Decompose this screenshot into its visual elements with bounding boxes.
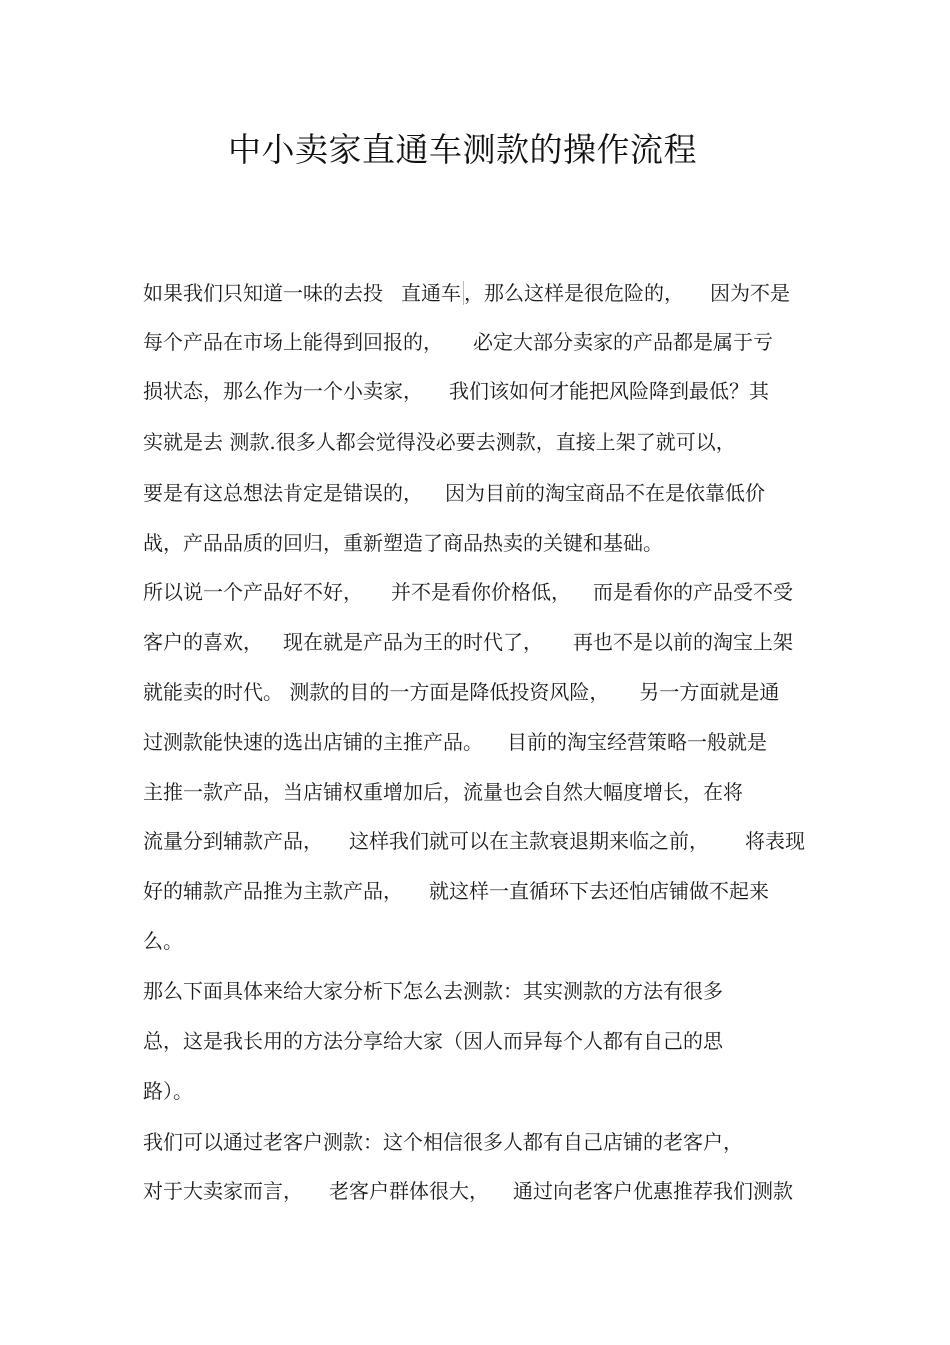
text-segment: 现在就是产品为王的时代了， xyxy=(283,630,543,654)
text-segment: 另一方面就是通 xyxy=(639,680,780,704)
paragraph-line xyxy=(143,1079,193,1103)
paragraph-line xyxy=(143,730,767,754)
text-segment: 目前的淘宝经营策略一般就是 xyxy=(507,730,767,754)
paragraph-line xyxy=(143,979,723,1003)
text-segment: 必定大部分卖家的产品都是属于亏 xyxy=(473,330,773,354)
text-segment: 要是有这总想法肯定是错误的， xyxy=(143,481,423,505)
text-segment: 总，这是我长用的方法分享给大家（因人而异每个人都有自己的思 xyxy=(143,1029,723,1053)
paragraph-line xyxy=(143,680,779,704)
text-segment: 通过向老客户优惠推荐我们测款 xyxy=(513,1179,793,1203)
text-segment: 并不是看你价格低， xyxy=(391,580,571,604)
paragraph-line xyxy=(143,330,773,354)
text-segment: 这样我们就可以在主款衰退期来临之前， xyxy=(349,829,709,853)
text-segment: 就能卖的时代。 测款的目的一方面是降低投资风险， xyxy=(143,680,610,704)
paragraph-line xyxy=(143,780,743,804)
paragraph-line xyxy=(143,481,765,505)
document-title: 中小卖家直通车测款的操作流程 xyxy=(228,130,697,169)
paragraph-line xyxy=(143,1029,723,1053)
paragraph-line xyxy=(143,1130,743,1154)
text-segment: 流量分到辅款产品， xyxy=(143,829,323,853)
text-segment: 所以说一个产品好不好， xyxy=(143,580,363,604)
paragraph-line xyxy=(143,929,183,953)
text-segment: 实就是去 测款.很多人都会觉得没必要去测款，直接上架了就可以， xyxy=(143,430,736,454)
text-segment: 损状态，那么作为一个小卖家， xyxy=(143,379,423,403)
paragraph-line xyxy=(143,829,805,853)
paragraph-line xyxy=(143,580,793,604)
text-segment: 因为不是 xyxy=(710,281,790,305)
text-segment-keyword: 直通车 xyxy=(401,281,464,305)
paragraph-line xyxy=(143,430,736,454)
text-segment: 将表现 xyxy=(745,829,805,853)
paragraph-line xyxy=(143,379,769,403)
text-segment: 每个产品在市场上能得到回报的， xyxy=(143,330,443,354)
text-segment: 战，产品品质的回归，重新塑造了商品热卖的关键和基础。 xyxy=(143,531,663,555)
paragraph-line xyxy=(143,879,769,903)
text-segment: 好的辅款产品推为主款产品， xyxy=(143,879,403,903)
text-segment: ，那么这样是很危险的， xyxy=(464,281,684,305)
text-segment: 如果我们只知道一味的去投 xyxy=(143,281,383,305)
paragraph-line xyxy=(143,531,663,555)
text-segment: 再也不是以前的淘宝上架 xyxy=(573,630,793,654)
text-segment: 就这样一直循环下去还怕店铺做不起来 xyxy=(429,879,769,903)
text-segment: 对于大卖家而言， xyxy=(143,1179,303,1203)
text-segment: 老客户群体很大， xyxy=(329,1179,489,1203)
text-segment: 我们该如何才能把风险降到最低？其 xyxy=(449,379,769,403)
text-segment: 因为目前的淘宝商品不在是依靠低价 xyxy=(445,481,765,505)
text-segment: 过测款能快速的选出店铺的主推产品。 xyxy=(143,730,483,754)
text-segment: 么。 xyxy=(143,929,183,953)
text-segment: 那么下面具体来给大家分析下怎么去测款：其实测款的方法有很多 xyxy=(143,979,723,1003)
text-segment: 我们可以通过老客户测款：这个相信很多人都有自己店铺的老客户， xyxy=(143,1130,743,1154)
text-segment: 客户的喜欢， xyxy=(143,630,263,654)
text-segment: 主推一款产品，当店铺权重增加后，流量也会自然大幅度增长，在将 xyxy=(143,780,743,804)
paragraph-line xyxy=(143,630,793,654)
text-segment: 路）。 xyxy=(143,1079,193,1103)
text-segment: 而是看你的产品受不受 xyxy=(593,580,793,604)
paragraph-line xyxy=(143,1179,793,1203)
paragraph-line xyxy=(143,281,790,305)
